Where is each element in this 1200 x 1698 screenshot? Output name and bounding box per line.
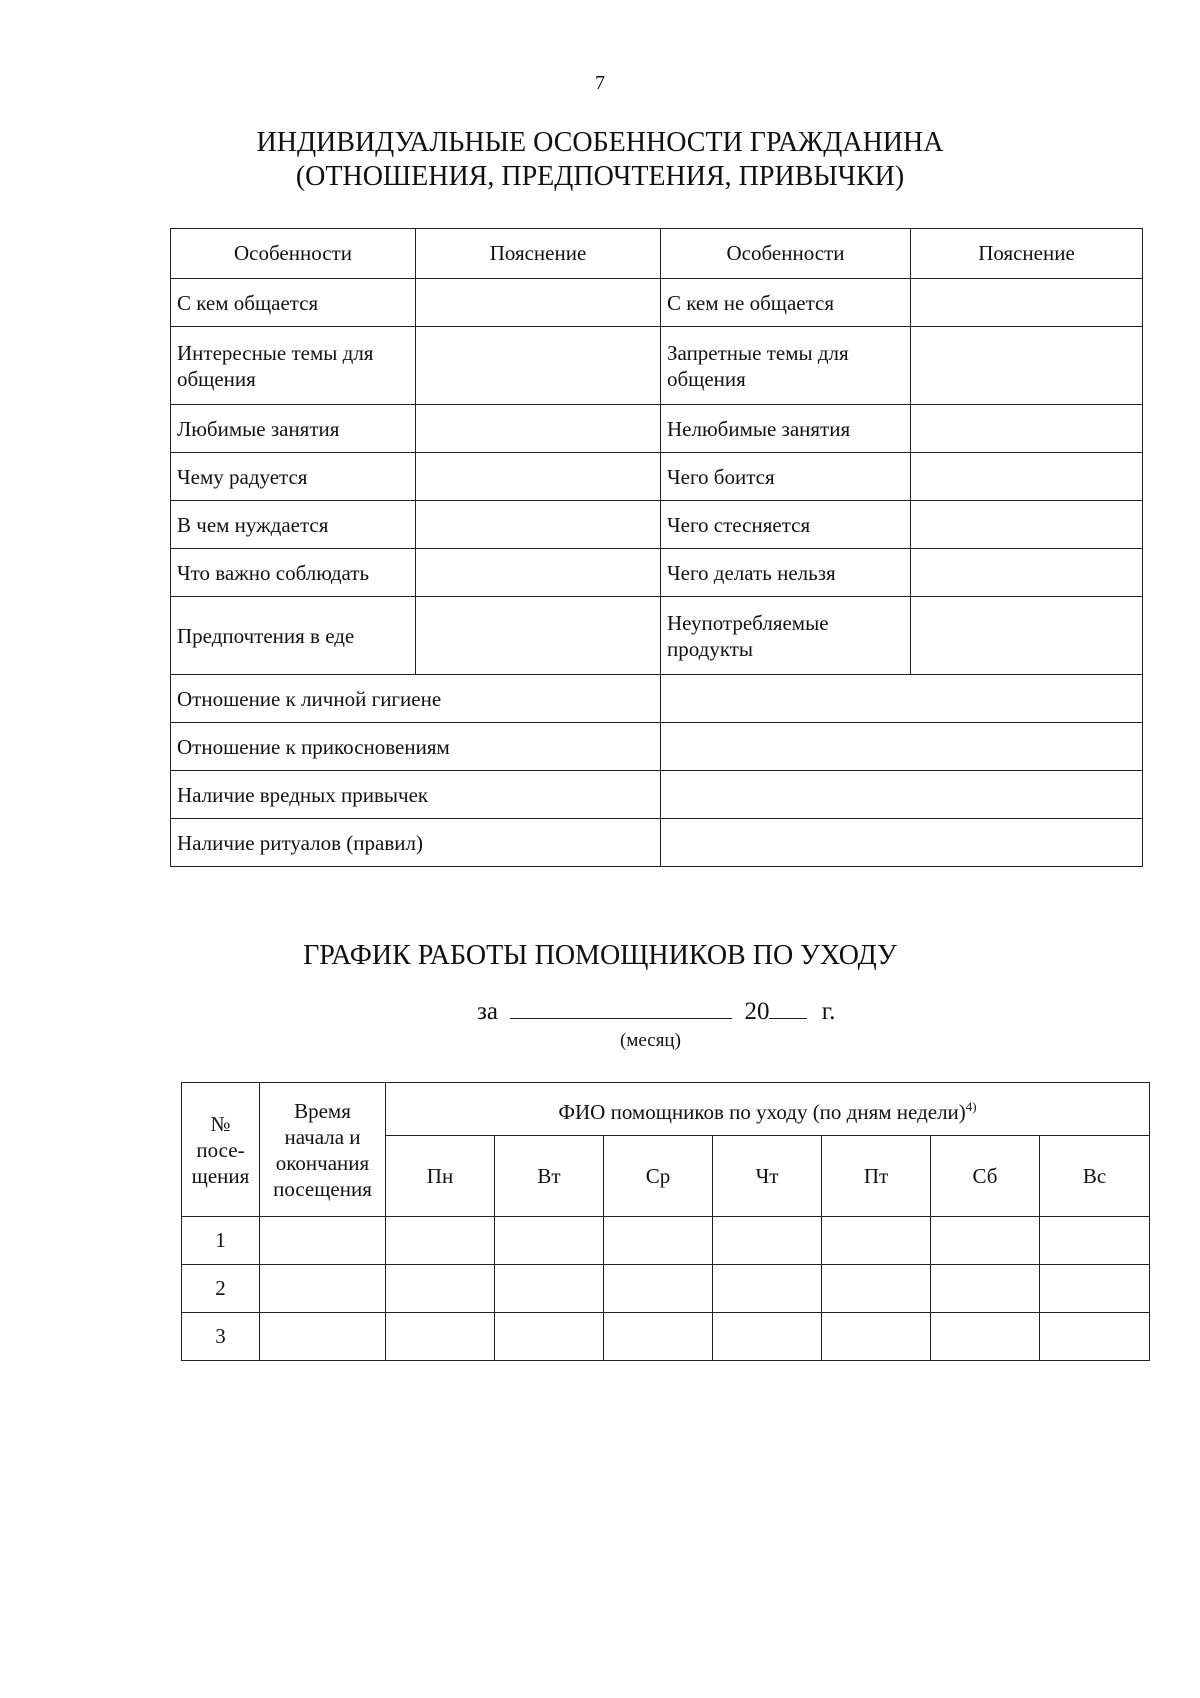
header-visit-number: № посе-щения: [182, 1083, 260, 1217]
day-cell[interactable]: [713, 1313, 822, 1361]
explanation-field[interactable]: [416, 597, 661, 675]
features-wide-row: [171, 675, 1143, 723]
visit-number: 3: [182, 1313, 260, 1361]
visit-time-field[interactable]: [260, 1313, 386, 1361]
feature-label: В чем нуждается: [171, 501, 416, 549]
day-cell[interactable]: [931, 1313, 1040, 1361]
features-row: [171, 453, 1143, 501]
feature-label: Любимые занятия: [171, 405, 416, 453]
features-header-row: [171, 229, 1143, 279]
explanation-field[interactable]: [661, 771, 1143, 819]
day-cell[interactable]: [604, 1313, 713, 1361]
day-cell[interactable]: [604, 1217, 713, 1265]
day-cell[interactable]: [822, 1217, 931, 1265]
explanation-field[interactable]: [416, 549, 661, 597]
schedule-row: [182, 1265, 1150, 1313]
year-blank-field[interactable]: [769, 996, 807, 1019]
period-prefix: за: [477, 998, 498, 1025]
title-line-1: ИНДИВИДУАЛЬНЫЕ ОСОБЕННОСТИ ГРАЖДАНИНА: [256, 127, 944, 158]
schedule-table: [181, 1082, 1150, 1361]
month-blank-field[interactable]: [510, 996, 732, 1019]
header-day-sat: Сб: [931, 1136, 1040, 1217]
feature-label: Чему радуется: [171, 453, 416, 501]
header-visit-time: Время начала и окончания посещения: [260, 1083, 386, 1217]
header-explanation-1: Пояснение: [416, 229, 661, 279]
explanation-field[interactable]: [416, 501, 661, 549]
header-features-1: Особенности: [171, 229, 416, 279]
month-caption: (месяц): [620, 1030, 681, 1051]
features-wide-row: [171, 819, 1143, 867]
feature-label: С кем общается: [171, 279, 416, 327]
period-year: 20: [744, 998, 770, 1025]
day-cell[interactable]: [713, 1265, 822, 1313]
day-cell[interactable]: [495, 1313, 604, 1361]
section-title-features: [0, 126, 1200, 194]
schedule-row: [182, 1313, 1150, 1361]
header-features-2: Особенности: [661, 229, 911, 279]
features-row: [171, 405, 1143, 453]
day-cell[interactable]: [386, 1265, 495, 1313]
explanation-field[interactable]: [416, 327, 661, 405]
feature-label: Предпочтения в еде: [171, 597, 416, 675]
explanation-field[interactable]: [911, 549, 1143, 597]
day-cell[interactable]: [822, 1313, 931, 1361]
feature-label: Наличие вредных привычек: [171, 771, 661, 819]
feature-label: Что важно соблюдать: [171, 549, 416, 597]
header-day-tue: Вт: [495, 1136, 604, 1217]
section-title-schedule: ГРАФИК РАБОТЫ ПОМОЩНИКОВ ПО УХОДУ: [303, 940, 897, 971]
footnote-marker: 4): [965, 1098, 977, 1114]
day-cell[interactable]: [1040, 1265, 1150, 1313]
feature-label: Неупотребляемые продукты: [661, 597, 911, 675]
visit-time-field[interactable]: [260, 1265, 386, 1313]
explanation-field[interactable]: [911, 279, 1143, 327]
explanation-field[interactable]: [911, 405, 1143, 453]
explanation-field[interactable]: [416, 453, 661, 501]
header-day-mon: Пн: [386, 1136, 495, 1217]
explanation-field[interactable]: [661, 675, 1143, 723]
period-line: [477, 996, 835, 1026]
explanation-field[interactable]: [911, 327, 1143, 405]
feature-label: С кем не общается: [661, 279, 911, 327]
explanation-field[interactable]: [911, 597, 1143, 675]
feature-label: Отношение к прикосновениям: [171, 723, 661, 771]
day-cell[interactable]: [386, 1313, 495, 1361]
features-row: [171, 549, 1143, 597]
explanation-field[interactable]: [416, 279, 661, 327]
features-row: [171, 597, 1143, 675]
features-wide-row: [171, 771, 1143, 819]
explanation-field[interactable]: [661, 819, 1143, 867]
period-suffix: г.: [821, 998, 836, 1025]
schedule-header-row-1: [182, 1083, 1150, 1136]
day-cell[interactable]: [495, 1265, 604, 1313]
explanation-field[interactable]: [911, 501, 1143, 549]
explanation-field[interactable]: [416, 405, 661, 453]
day-cell[interactable]: [931, 1265, 1040, 1313]
header-day-sun: Вс: [1040, 1136, 1150, 1217]
schedule-row: [182, 1217, 1150, 1265]
header-day-thu: Чт: [713, 1136, 822, 1217]
visit-number: 2: [182, 1265, 260, 1313]
day-cell[interactable]: [386, 1217, 495, 1265]
features-table: [170, 228, 1143, 867]
feature-label: Чего стесняется: [661, 501, 911, 549]
day-cell[interactable]: [1040, 1313, 1150, 1361]
day-cell[interactable]: [495, 1217, 604, 1265]
header-assistant-names: [386, 1083, 1150, 1136]
explanation-field[interactable]: [661, 723, 1143, 771]
page-number: 7: [595, 72, 605, 94]
visit-number: 1: [182, 1217, 260, 1265]
header-explanation-2: Пояснение: [911, 229, 1143, 279]
feature-label: Интересные темы для общения: [171, 327, 416, 405]
day-cell[interactable]: [931, 1217, 1040, 1265]
explanation-field[interactable]: [911, 453, 1143, 501]
features-row: [171, 279, 1143, 327]
features-row: [171, 501, 1143, 549]
feature-label: Запретные темы для общения: [661, 327, 911, 405]
title-line-2: (ОТНОШЕНИЯ, ПРЕДПОЧТЕНИЯ, ПРИВЫЧКИ): [295, 161, 905, 192]
day-cell[interactable]: [604, 1265, 713, 1313]
day-cell[interactable]: [1040, 1217, 1150, 1265]
feature-label: Наличие ритуалов (правил): [171, 819, 661, 867]
features-row: [171, 327, 1143, 405]
feature-label: Чего боится: [661, 453, 911, 501]
feature-label: Нелюбимые занятия: [661, 405, 911, 453]
header-day-wed: Ср: [604, 1136, 713, 1217]
day-cell[interactable]: [713, 1217, 822, 1265]
feature-label: Отношение к личной гигиене: [171, 675, 661, 723]
header-day-fri: Пт: [822, 1136, 931, 1217]
day-cell[interactable]: [822, 1265, 931, 1313]
header-assistant-names-text: ФИО помощников по уходу (по дням недели): [558, 1099, 966, 1124]
features-wide-row: [171, 723, 1143, 771]
feature-label: Чего делать нельзя: [661, 549, 911, 597]
visit-time-field[interactable]: [260, 1217, 386, 1265]
